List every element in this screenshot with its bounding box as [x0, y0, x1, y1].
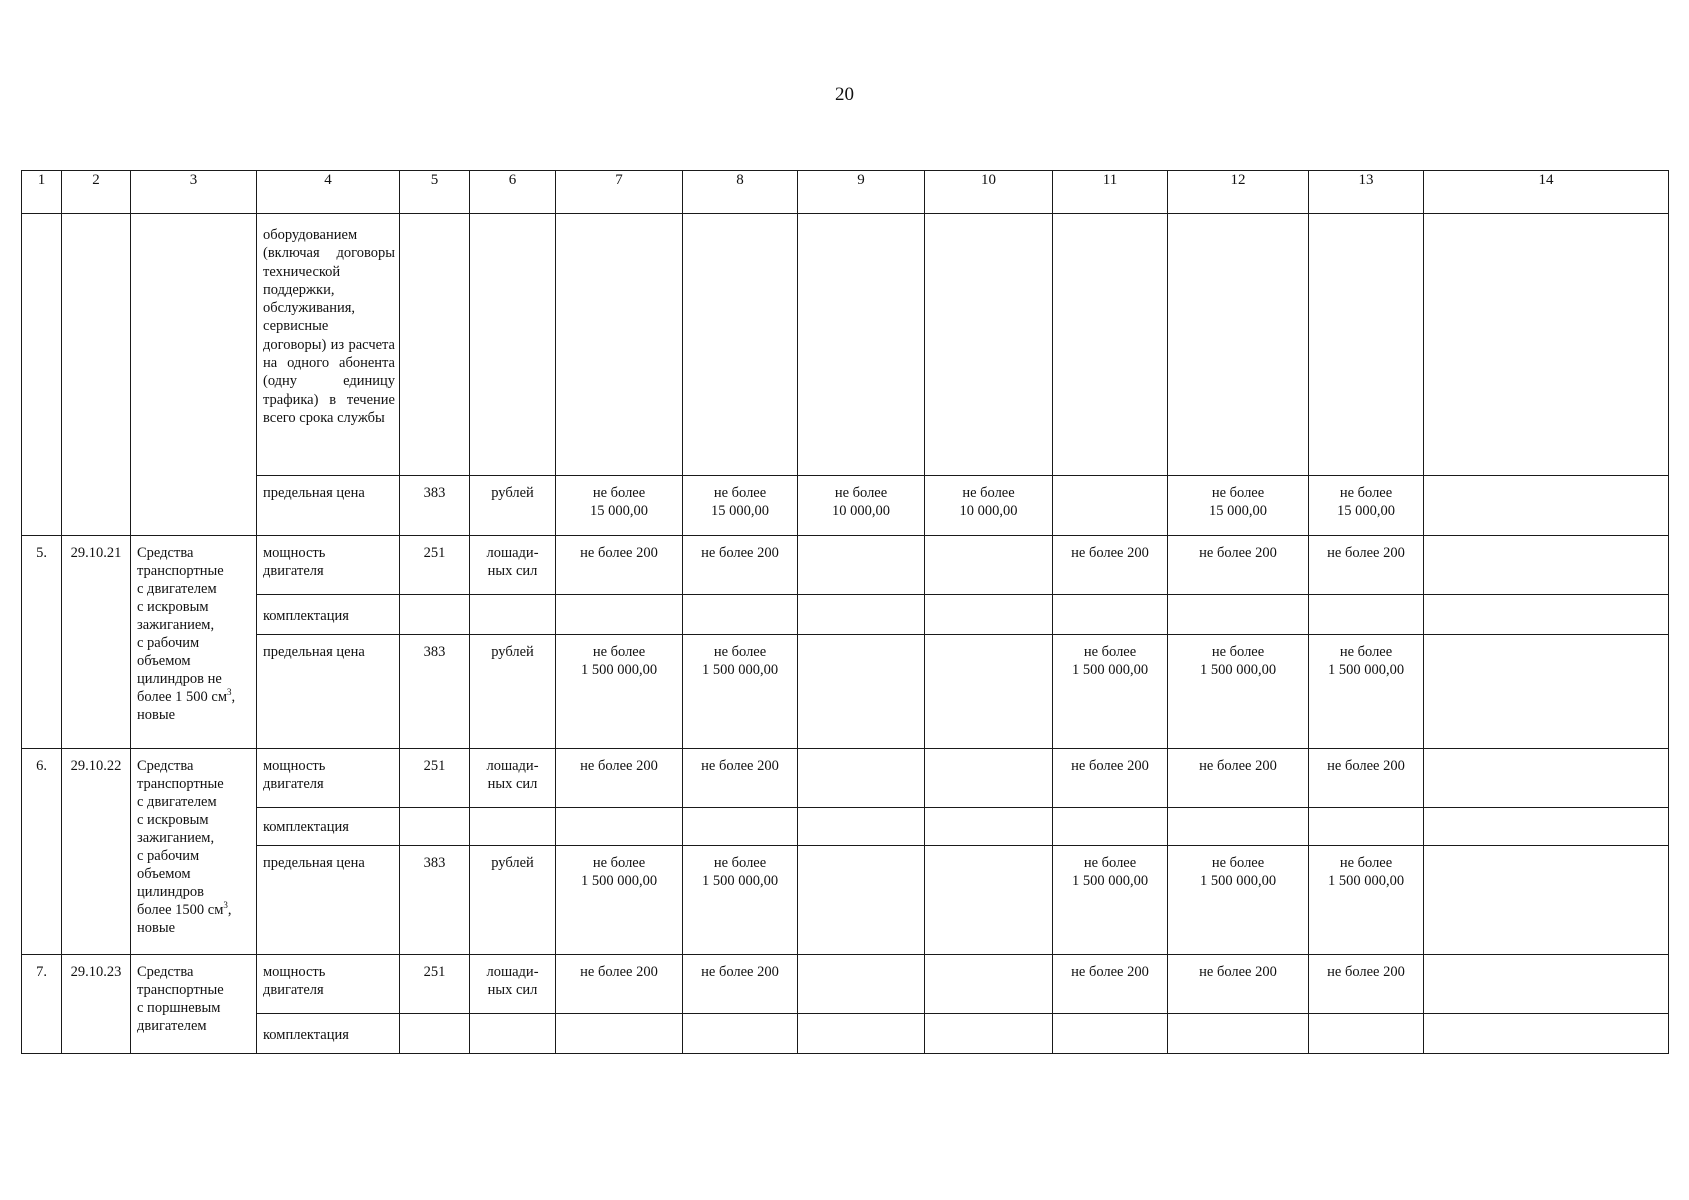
okpd-code: 29.10.22 [62, 749, 131, 955]
characteristic-label: комплектация [257, 1014, 400, 1054]
value-cell: не более 15 000,00 [1309, 476, 1424, 536]
column-number: 9 [798, 171, 925, 214]
value-cell: не более 10 000,00 [925, 476, 1053, 536]
value-cell: не более 15 000,00 [556, 476, 683, 536]
column-number-row [22, 171, 1669, 214]
value-cell: не более 200 [556, 749, 683, 808]
value-cell: не более 1 500 000,00 [1053, 635, 1168, 749]
unit-name: лошади- ных сил [470, 749, 556, 808]
characteristics-table [21, 170, 1669, 1054]
characteristic-label: мощность двигателя [257, 536, 400, 595]
column-number: 1 [22, 171, 62, 214]
characteristic-label: мощность двигателя [257, 955, 400, 1014]
column-number: 11 [1053, 171, 1168, 214]
column-number: 2 [62, 171, 131, 214]
value-cell: не более 200 [1168, 749, 1309, 808]
okei-code: 383 [400, 846, 470, 955]
column-number: 14 [1424, 171, 1669, 214]
item-name: Средства транспортные с двигателем с искровым зажиганием, с рабочим объемом цилиндров более 1500 $см^3$, новые [131, 749, 257, 955]
table-row [22, 595, 1669, 635]
value-cell: не более 1 500 000,00 [1053, 846, 1168, 955]
value-cell: не более 1 500 000,00 [1309, 846, 1424, 955]
value-cell: не более 200 [1309, 536, 1424, 595]
table-row [22, 955, 1669, 1014]
value-cell: не более 15 000,00 [1168, 476, 1309, 536]
characteristic-description: оборудованием (включая договоры технической поддержки, обслуживания, сервисные договоры) из расчета на одного абонента (одну единицу трафика) в течение всего срока службы [257, 214, 400, 476]
unit-name: лошади- ных сил [470, 536, 556, 595]
value-cell: не более 1 500 000,00 [1168, 635, 1309, 749]
empty-cell [22, 214, 62, 536]
unit-name: лошади- ных сил [470, 955, 556, 1014]
value-cell: не более 200 [1168, 536, 1309, 595]
table-row [22, 1014, 1669, 1054]
characteristic-label: предельная цена [257, 635, 400, 749]
empty-cell [131, 214, 257, 536]
okei-code: 383 [400, 635, 470, 749]
okpd-code: 29.10.21 [62, 536, 131, 749]
value-cell: не более 10 000,00 [798, 476, 925, 536]
unit-name: рублей [470, 846, 556, 955]
value-cell: не более 200 [683, 749, 798, 808]
value-cell: не более 200 [1053, 955, 1168, 1014]
okei-code: 251 [400, 749, 470, 808]
value-cell [1053, 476, 1168, 536]
item-number: 5. [22, 536, 62, 749]
value-cell: не более 1 500 000,00 [1309, 635, 1424, 749]
column-number: 3 [131, 171, 257, 214]
characteristic-label: предельная цена [257, 476, 400, 536]
value-cell: не более 1 500 000,00 [683, 846, 798, 955]
table-row [22, 749, 1669, 808]
column-number: 13 [1309, 171, 1424, 214]
value-cell: не более 1 500 000,00 [556, 846, 683, 955]
unit-name: рублей [470, 476, 556, 536]
value-cell: не более 200 [1309, 749, 1424, 808]
column-number: 7 [556, 171, 683, 214]
unit-name: рублей [470, 635, 556, 749]
characteristic-label: предельная цена [257, 846, 400, 955]
column-number: 4 [257, 171, 400, 214]
table-row [22, 214, 1669, 476]
item-name: Средства транспортные с двигателем с искровым зажиганием, с рабочим объемом цилиндров не более 1 500 $см^3$, новые [131, 536, 257, 749]
value-cell: не более 1 500 000,00 [1168, 846, 1309, 955]
table-row [22, 635, 1669, 749]
okei-code: 251 [400, 536, 470, 595]
column-number: 8 [683, 171, 798, 214]
item-number: 7. [22, 955, 62, 1054]
okei-code: 383 [400, 476, 470, 536]
column-number: 10 [925, 171, 1053, 214]
characteristic-label: мощность двигателя [257, 749, 400, 808]
okei-code: 251 [400, 955, 470, 1014]
table-row [22, 476, 1669, 536]
item-name: Средства транспортные с поршневым двигателем [131, 955, 257, 1054]
value-cell: не более 1 500 000,00 [683, 635, 798, 749]
table-row [22, 846, 1669, 955]
value-cell: не более 200 [1053, 536, 1168, 595]
characteristic-label: комплектация [257, 595, 400, 635]
value-cell: не более 1 500 000,00 [556, 635, 683, 749]
value-cell: не более 15 000,00 [683, 476, 798, 536]
table-row [22, 536, 1669, 595]
value-cell: не более 200 [556, 955, 683, 1014]
okpd-code: 29.10.23 [62, 955, 131, 1054]
characteristic-label: комплектация [257, 808, 400, 846]
value-cell: не более 200 [1309, 955, 1424, 1014]
column-number: 5 [400, 171, 470, 214]
table-row [22, 808, 1669, 846]
page-number: 20 [835, 84, 854, 105]
column-number: 12 [1168, 171, 1309, 214]
empty-cell [62, 214, 131, 536]
column-number: 6 [470, 171, 556, 214]
value-cell: не более 200 [556, 536, 683, 595]
value-cell: не более 200 [683, 955, 798, 1014]
item-number: 6. [22, 749, 62, 955]
value-cell: не более 200 [1168, 955, 1309, 1014]
value-cell: не более 200 [1053, 749, 1168, 808]
value-cell: не более 200 [683, 536, 798, 595]
